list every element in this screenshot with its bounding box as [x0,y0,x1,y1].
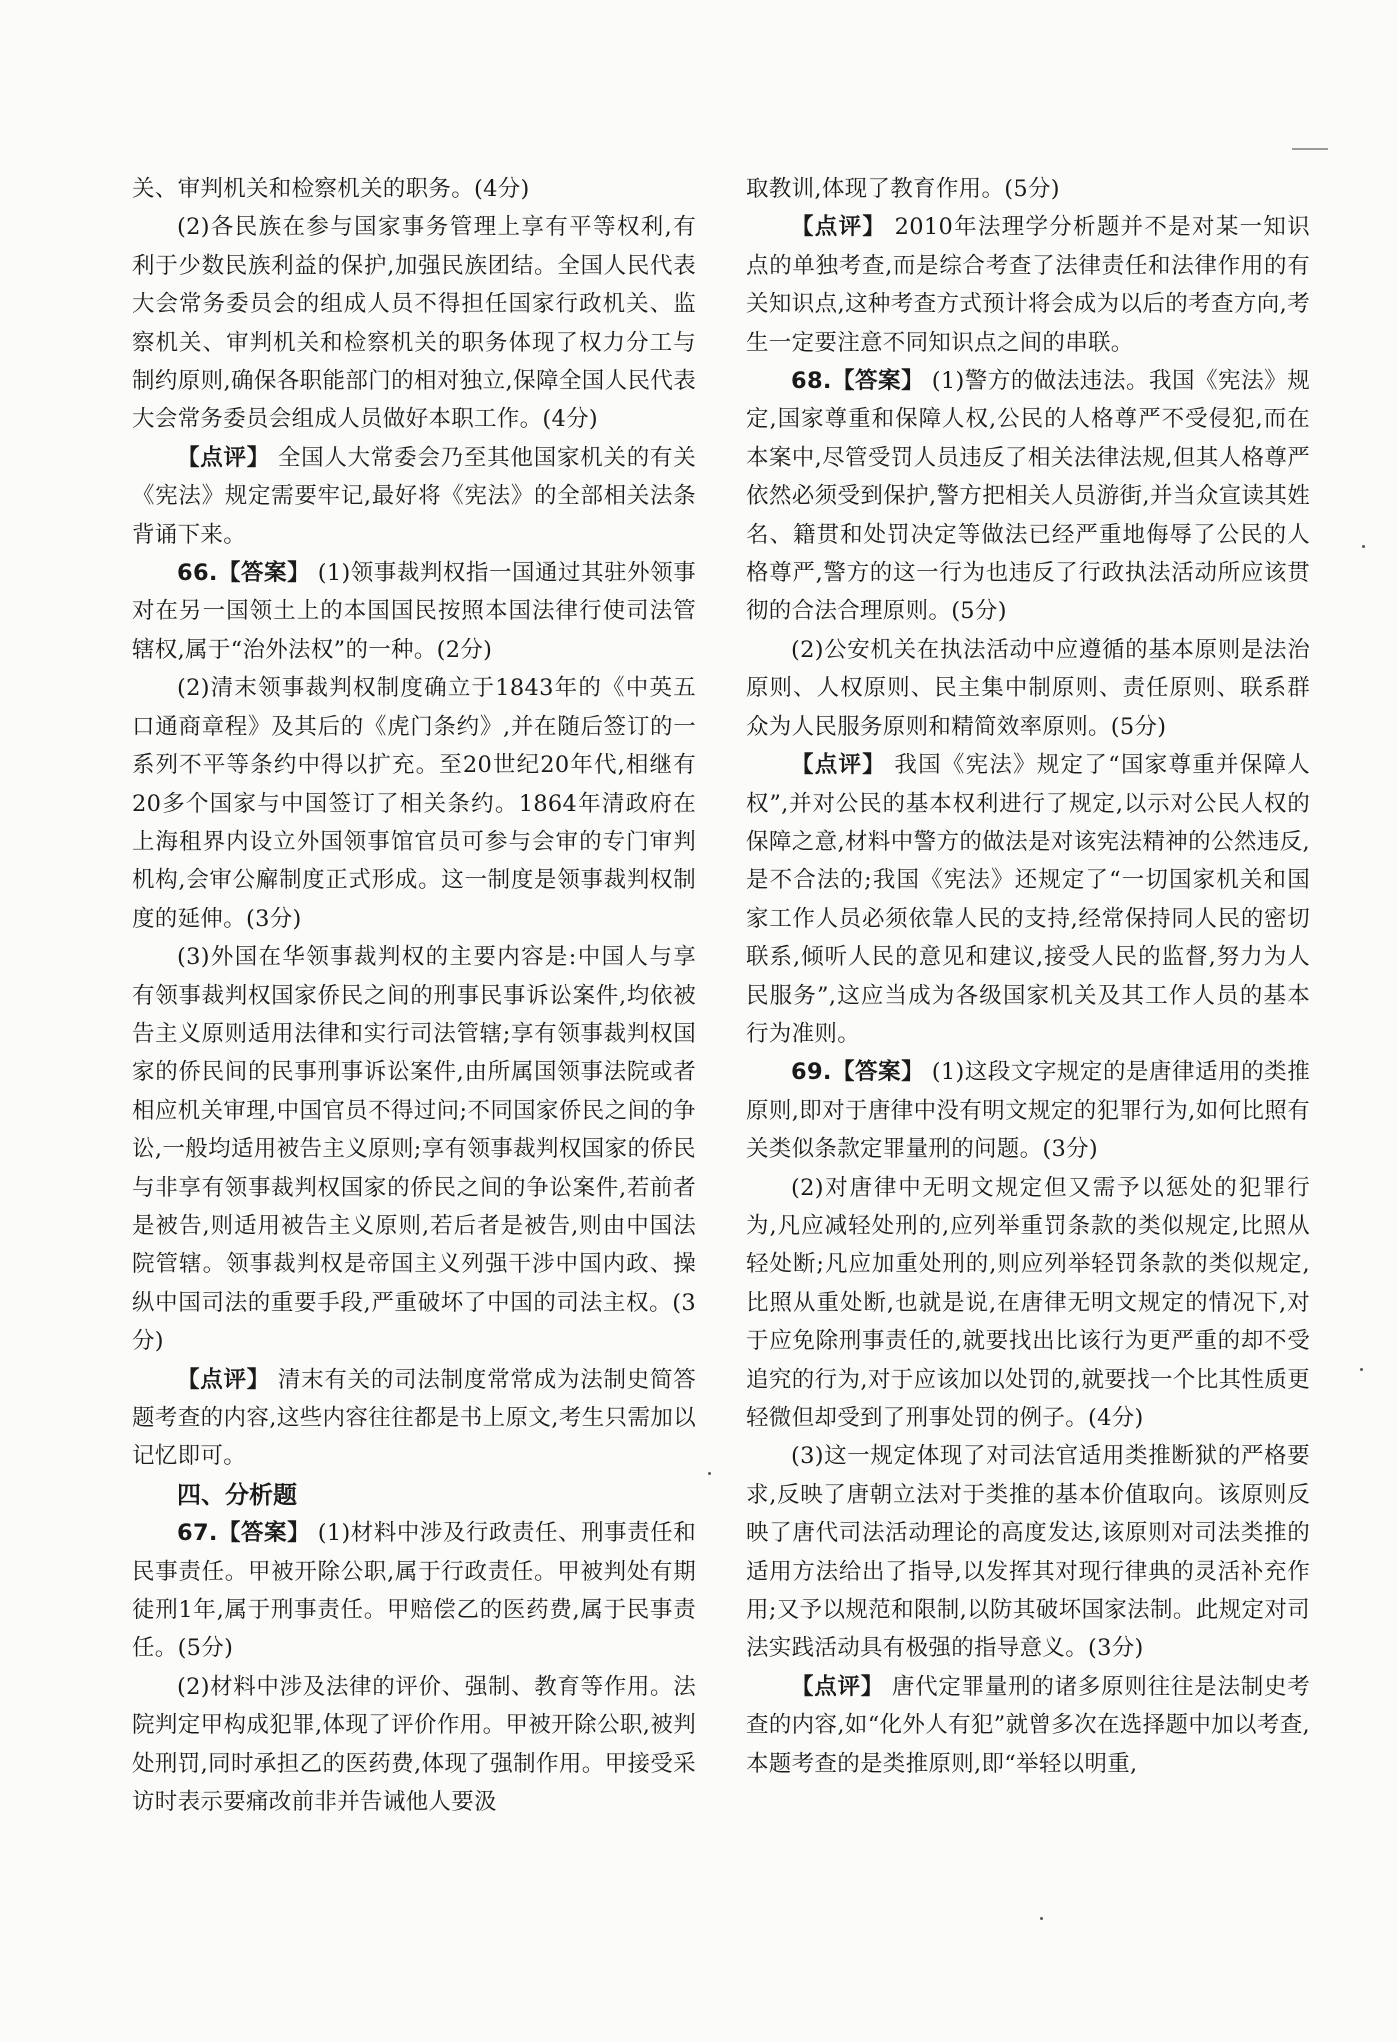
scan-speck [1362,545,1365,548]
paragraph: (2)各民族在参与国家事务管理上享有平等权利,有利于少数民族利益的保护,加强民族团结。全国人民代表大会常务委员会的组成人员不得担任国家行政机关、监察机关、审判机关和检察机关的职务体现了权力分工与制约原则,确保各职能部门的相对独立,保障全国人民代表大会常务委员会组成人员做好本职工作。(4分) [132,214,696,433]
answer-67-part2: (2)材料中涉及法律的评价、强制、教育等作用。法院判定甲构成犯罪,体现了评价作用。甲被开除公职,被判处刑罚,同时承担乙的医药费,体现了强制作用。甲接受采访时表示要痛改前非并告诫他人要汲 [132,1673,696,1816]
section-heading: 四、分析题 [177,1480,297,1509]
comment-text: 我国《宪法》规定了“国家尊重并保障人权”,并对公民的基本权利进行了规定,以示对公民人权的保障之意,材料中警方的做法是对该宪法精神的公然违反,是不合法的;我国《宪法》还规定了“一切国家机关和国家工作人员必须依靠人民的支持,经常保持同人民的密切联系,倾听人民的意见和建议,接受人民的监督,努力为人民服务”,这应当成为各级国家机关及其工作人员的基本行为准则。 [746,752,1311,1047]
answer-69-part2: (2)对唐律中无明文规定但又需予以惩处的犯罪行为,凡应减轻处刑的,应列举重罚条款的类似规定,比照从轻处断;凡应加重处刑的,则应列举轻罚条款的类似规定,比照从重处断,也就是说,在唐律无明文规定的情况下,对于应免除刑事责任的,就要找出比该行为更严重的却不受追究的行为,对于应该加以处罚的,就要找一个比其性质更轻微但却受到了刑事处罚的例子。(4分) [746,1174,1310,1431]
answer-66-part1 [132,554,696,669]
comment-paragraph [746,746,1310,1053]
paragraph: 关、审判机关和检察机关的职务。(4分) [132,176,530,202]
comment-paragraph [132,1361,696,1476]
answer-68-part1 [746,362,1310,631]
comment-tag: 【点评】 [177,444,271,471]
answer-69-part1 [746,1053,1310,1168]
comment-paragraph [132,439,696,554]
comment-tag: 【点评】 [791,752,887,779]
comment-paragraph [746,208,1310,362]
comment-text: 2010年法理学分析题并不是对某一知识点的单独考查,而是综合考查了法律责任和法律作用的有关知识点,这种考查方式预计将会成为以后的考查方向,考生一定要注意不同知识点之间的串联。 [746,214,1311,356]
answer-tag: 68.【答案】 [791,368,925,395]
comment-paragraph [746,1668,1310,1783]
answer-tag: 66.【答案】 [177,560,311,587]
answer-68-part2: (2)公安机关在执法活动中应遵循的基本原则是法治原则、人权原则、民主集中制原则、责任原则、联系群众为人民服务原则和精简效率原则。(5分) [746,636,1310,740]
answer-text: (1)材料中涉及行政责任、刑事责任和民事责任。甲被开除公职,属于行政责任。甲被判处有期徒刑1年,属于刑事责任。甲赔偿乙的医药费,属于民事责任。(5分) [132,1520,696,1662]
answer-tag: 69.【答案】 [791,1059,925,1086]
answer-text: (1)领事裁判权指一国通过其驻外领事对在另一国领土上的本国国民按照本国法律行使司法管辖权,属于“治外法权”的一种。(2分) [132,560,696,663]
answer-66-part2: (2)清末领事裁判权制度确立于1843年的《中英五口通商章程》及其后的《虎门条约》,并在随后签订的一系列不平等条约中得以扩充。至20世纪20年代,相继有20多个国家与中国签订了相关条约。1864年清政府在上海租界内设立外国领事馆官员可参与会审的专门审判机构,会审公廨制度正式形成。这一制度是领事裁判权制度的延伸。(3分) [132,675,696,932]
answer-69-part3: (3)这一规定体现了对司法官适用类推断狱的严格要求,反映了唐朝立法对于类推的基本价值取向。该原则反映了唐代司法活动理论的高度发达,该原则对司法类推的适用方法给出了指导,以发挥其对现行律典的灵活补充作用;又予以规范和限制,以防其破坏国家法制。此规定对司法实践活动具有极强的指导意义。(3分) [746,1443,1310,1662]
answer-tag: 67.【答案】 [177,1520,311,1547]
right-column [746,170,1310,1783]
comment-text: 全国人大常委会乃至其他国家机关的有关《宪法》规定需要牢记,最好将《宪法》的全部相关法条背诵下来。 [132,444,696,548]
comment-text: 唐代定罪量刑的诸多原则往往是法制史考查的内容,如“化外人有犯”就曾多次在选择题中加以考查,本题考查的是类推原则,即“举轻以明重, [746,1673,1310,1777]
left-column [132,170,696,1821]
comment-tag: 【点评】 [791,214,887,241]
comment-tag: 【点评】 [177,1366,271,1393]
scan-speck [1360,1368,1363,1371]
comment-text: 清末有关的司法制度常常成为法制史简答题考查的内容,这些内容往往都是书上原文,考生只需加以记忆即可。 [132,1366,696,1470]
answer-text: (1)警方的做法违法。我国《宪法》规定,国家尊重和保障人权,公民的人格尊严不受侵犯,而在本案中,尽管受罚人员违反了相关法律法规,但其人格尊严依然必须受到保护,警方把相关人员游街,并当众宣读其姓名、籍贯和处罚决定等做法已经严重地侮辱了公民的人格尊严,警方的这一行为也违反了行政执法活动所应该贯彻的合法合理原则。(5分) [746,368,1310,625]
paragraph: 取教训,体现了教育作用。(5分) [746,176,1060,202]
answer-text: (1)这段文字规定的是唐律适用的类推原则,即对于唐律中没有明文规定的犯罪行为,如何比照有关类似条款定罪量刑的问题。(3分) [746,1059,1310,1163]
scan-speck [708,1472,711,1475]
answer-66-part3: (3)外国在华领事裁判权的主要内容是:中国人与享有领事裁判权国家侨民之间的刑事民事诉讼案件,均依被告主义原则适用法律和实行司法管辖;享有领事裁判权国家的侨民间的民事刑事诉讼案件,由所属国领事法院或者相应机关审理,中国官员不得过问;不同国家侨民之间的争讼,一般均适用被告主义原则;享有领事裁判权国家的侨民与非享有领事裁判权国家的侨民之间的争讼案件,若前者是被告,则适用被告主义原则,若后者是被告,则由中国法院管辖。领事裁判权是帝国主义列强干涉中国内政、操纵中国司法的重要手段,严重破坏了中国的司法主权。(3分) [132,944,696,1355]
scan-mark [1292,148,1328,150]
answer-67-part1 [132,1514,696,1668]
comment-tag: 【点评】 [791,1673,885,1700]
scan-speck [1040,1917,1043,1920]
